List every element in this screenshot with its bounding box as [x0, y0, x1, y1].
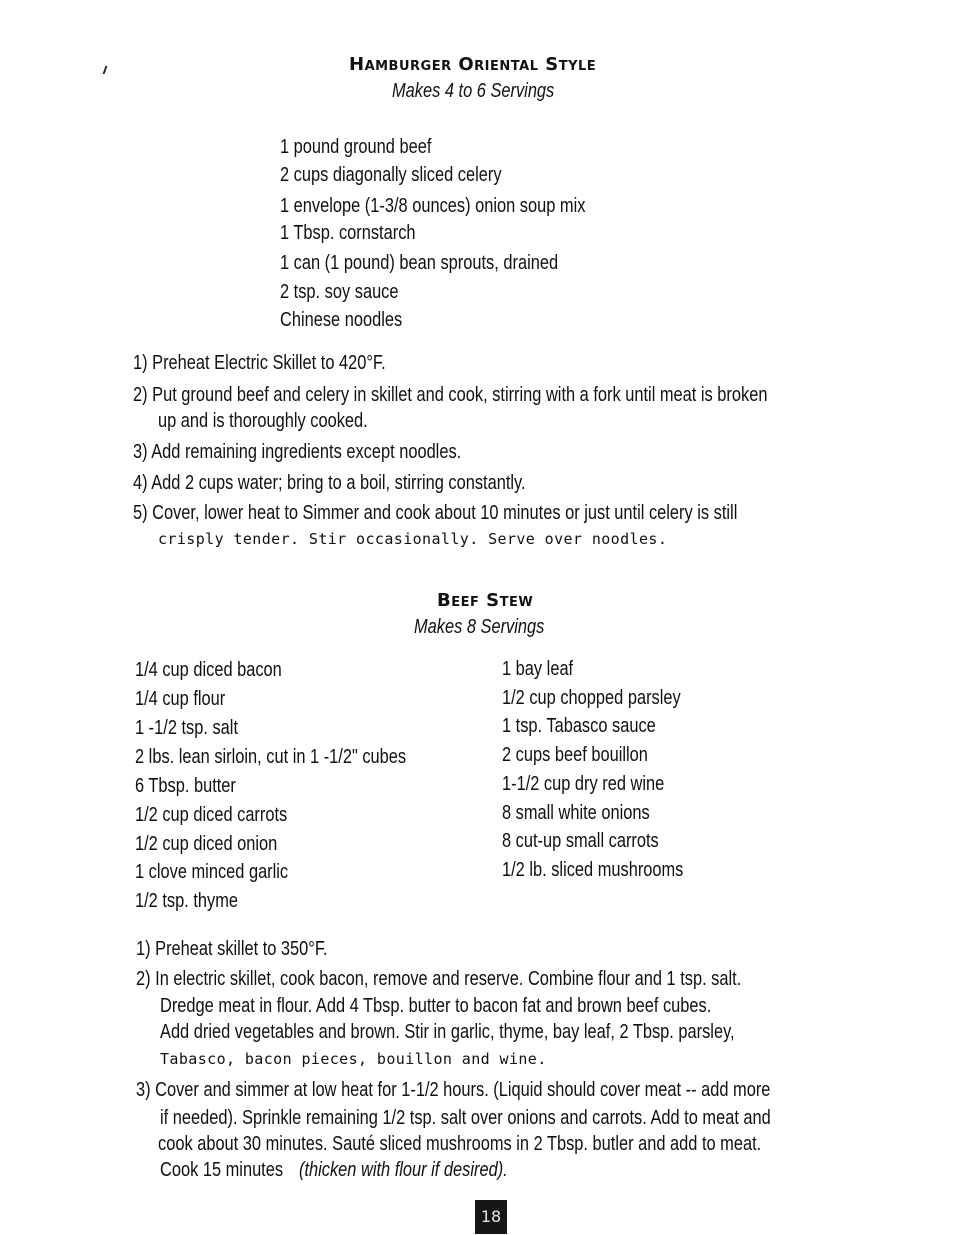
recipe2-ingredient-left: 1/4 cup flour [135, 688, 226, 710]
recipe2-ingredient-right: 1 bay leaf [502, 658, 574, 680]
stray-mark [103, 66, 108, 74]
recipe2-step: 2) In electric skillet, cook bacon, remove and reserve. Combine flour and 1 tsp. salt. [136, 968, 742, 990]
page-number: 18 [475, 1200, 507, 1234]
recipe1-ingredient: 1 Tbsp. cornstarch [280, 222, 416, 244]
recipe2-ingredient-left: 1/2 tsp. thyme [135, 890, 239, 912]
recipe1-step: crisply tender. Stir occasionally. Serve over noodles. [158, 530, 668, 548]
recipe2-ingredient-left: 1/2 cup diced onion [135, 833, 278, 855]
recipe2-ingredient-left: 6 Tbsp. butter [135, 775, 236, 797]
recipe2-ingredient-left: 2 lbs. lean sirloin, cut in 1 -1/2" cubes [135, 746, 407, 768]
recipe2-step: Tabasco, bacon pieces, bouillon and wine. [160, 1050, 547, 1068]
recipe2-ingredient-right: 1 tsp. Tabasco sauce [502, 715, 656, 737]
recipe1-step: 1) Preheat Electric Skillet to 420°F. [133, 352, 386, 374]
recipe1-step: 5) Cover, lower heat to Simmer and cook about 10 minutes or just until celery is still [133, 502, 738, 524]
recipe1-ingredient: Chinese noodles [280, 309, 403, 331]
recipe2-step: cook about 30 minutes. Sauté sliced mushrooms in 2 Tbsp. butler and add to meat. [158, 1133, 762, 1155]
recipe2-ingredient-right: 2 cups beef bouillon [502, 744, 648, 766]
recipe2-ingredient-left: 1 clove minced garlic [135, 861, 289, 883]
recipe2-servings: Makes 8 Servings [414, 616, 545, 638]
recipe2-ingredient-right: 1/2 cup chopped parsley [502, 687, 681, 709]
recipe1-ingredient: 2 tsp. soy sauce [280, 281, 399, 303]
recipe2-step: Dredge meat in flour. Add 4 Tbsp. butter to bacon fat and brown beef cubes. [160, 995, 712, 1017]
recipe2-ingredient-right: 1/2 lb. sliced mushrooms [502, 859, 684, 881]
recipe1-step: up and is thoroughly cooked. [158, 410, 368, 432]
recipe2-step: Cook 15 minutes [160, 1159, 284, 1181]
recipe1-ingredient: 1 can (1 pound) bean sprouts, drained [280, 252, 559, 274]
recipe2-ingredient-left: 1/4 cup diced bacon [135, 659, 282, 681]
recipe2-ingredient-left: 1 -1/2 tsp. salt [135, 717, 239, 739]
recipe1-step: 2) Put ground beef and celery in skillet and cook, stirring with a fork until meat is broken [133, 384, 768, 406]
recipe1-ingredient: 2 cups diagonally sliced celery [280, 164, 502, 186]
recipe2-step: 3) Cover and simmer at low heat for 1-1/2 hours. (Liquid should cover meat -- add more [136, 1079, 771, 1101]
recipe1-step: 3) Add remaining ingredients except noodles. [133, 441, 462, 463]
recipe1-step: 4) Add 2 cups water; bring to a boil, stirring constantly. [133, 472, 526, 494]
recipe2-step: 1) Preheat skillet to 350°F. [136, 938, 328, 960]
recipe2-step: if needed). Sprinkle remaining 1/2 tsp. salt over onions and carrots. Add to meat and [160, 1107, 771, 1129]
recipe2-step: Add dried vegetables and brown. Stir in garlic, thyme, bay leaf, 2 Tbsp. parsley, [160, 1021, 735, 1043]
recipe2-ingredient-right: 1-1/2 cup dry red wine [502, 773, 665, 795]
recipe2-title: Beef Stew [437, 590, 534, 611]
recipe1-title: Hamburger Oriental Style [349, 54, 597, 75]
recipe1-ingredient: 1 envelope (1-3/8 ounces) onion soup mix [280, 195, 586, 217]
recipe2-ingredient-left: 1/2 cup diced carrots [135, 804, 288, 826]
recipe1-ingredient: 1 pound ground beef [280, 136, 432, 158]
recipe2-ingredient-right: 8 small white onions [502, 802, 650, 824]
recipe2-ingredient-right: 8 cut-up small carrots [502, 830, 659, 852]
recipe2-step-note: (thicken with flour if desired). [299, 1159, 508, 1181]
recipe1-servings: Makes 4 to 6 Servings [392, 80, 555, 102]
